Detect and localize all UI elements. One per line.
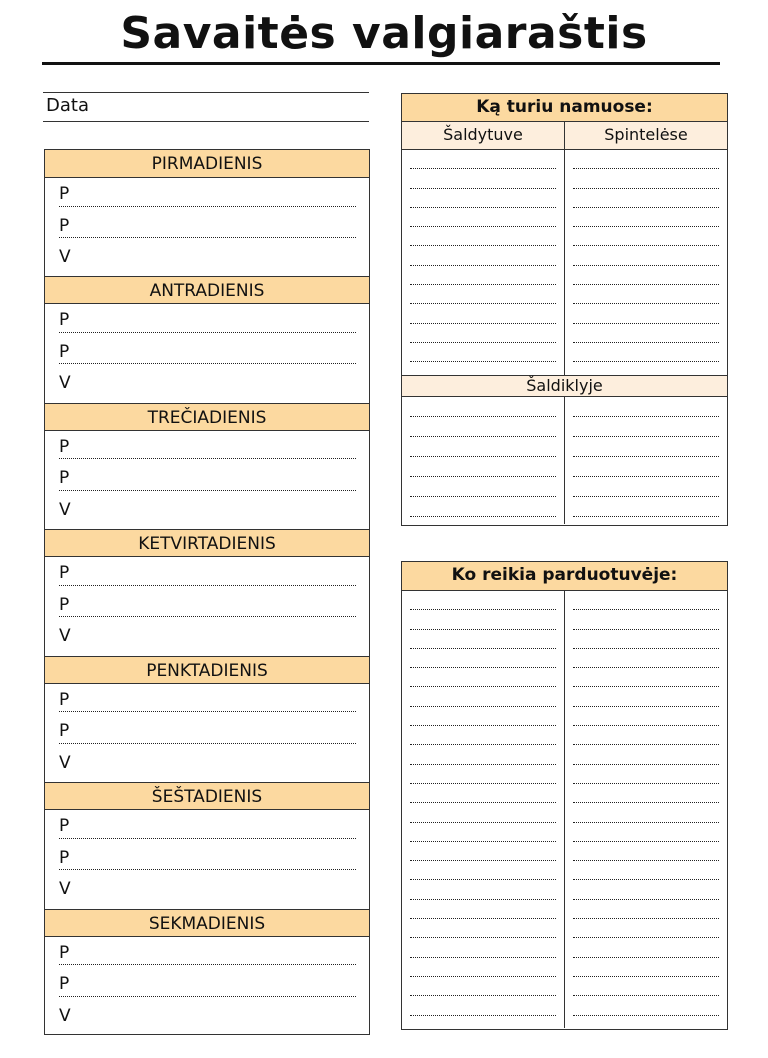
meal-entry-line[interactable] <box>59 206 356 207</box>
shopping-item-entry-line[interactable] <box>573 687 719 706</box>
meal-row <box>45 747 369 779</box>
home-item-entry-line[interactable] <box>573 150 719 169</box>
home-item-entry-line[interactable] <box>410 227 556 246</box>
meal-row <box>45 715 369 747</box>
day-section <box>45 150 369 276</box>
shopping-item-entry-line[interactable] <box>573 668 719 687</box>
shopping-item-entry-line[interactable] <box>573 842 719 861</box>
freezer-item-entry-line[interactable] <box>573 477 719 497</box>
meal-label: P <box>59 436 70 457</box>
shopping-item-entry-line[interactable] <box>410 668 556 687</box>
shopping-item-entry-line[interactable] <box>410 996 556 1015</box>
meal-label: P <box>59 594 70 615</box>
shopping-item-entry-line[interactable] <box>410 707 556 726</box>
meal-row <box>45 968 369 1000</box>
day-header: PIRMADIENIS <box>45 150 369 178</box>
home-item-column <box>564 150 727 375</box>
meal-entry-line[interactable] <box>59 458 356 459</box>
meal-entry-line[interactable] <box>59 964 356 965</box>
home-item-entry-line[interactable] <box>410 246 556 265</box>
meal-row <box>45 494 369 526</box>
meal-label: P <box>59 816 70 837</box>
meal-row <box>45 178 369 210</box>
home-inventory-table <box>401 93 728 526</box>
meal-entry-line[interactable] <box>59 237 356 238</box>
meal-label: P <box>59 184 70 204</box>
day-header: TREČIADIENIS <box>45 403 369 431</box>
freezer-item-entry-line[interactable] <box>410 457 556 477</box>
shopping-item-entry-line[interactable] <box>410 977 556 996</box>
shopping-item-entry-line[interactable] <box>410 823 556 842</box>
shopping-item-entry-line[interactable] <box>573 745 719 764</box>
shopping-item-entry-line[interactable] <box>573 880 719 899</box>
freezer-item-entry-line[interactable] <box>573 437 719 457</box>
freezer-item-entry-line[interactable] <box>410 397 556 417</box>
shopping-item-entry-line[interactable] <box>573 803 719 822</box>
meal-label: V <box>59 879 71 900</box>
fridge-header: Šaldytuve <box>443 125 523 144</box>
home-item-entry-line[interactable] <box>410 150 556 169</box>
meal-entry-line[interactable] <box>59 585 356 586</box>
meal-row <box>45 241 369 273</box>
shopping-item-entry-line[interactable] <box>410 861 556 880</box>
freezer-item-column <box>402 397 564 524</box>
freezer-item-column <box>564 397 727 524</box>
meal-label: V <box>59 626 71 647</box>
shopping-item-entry-line[interactable] <box>410 649 556 668</box>
meal-entry-line[interactable] <box>59 332 356 333</box>
shopping-item-entry-line[interactable] <box>573 707 719 726</box>
home-item-entry-line[interactable] <box>410 189 556 208</box>
meal-label: P <box>59 563 70 584</box>
day-header: KETVIRTADIENIS <box>45 529 369 557</box>
meal-label: V <box>59 499 71 520</box>
home-item-column <box>402 150 564 375</box>
freezer-header: Šaldiklyje <box>526 376 603 395</box>
shopping-item-entry-line[interactable] <box>410 784 556 803</box>
home-inventory-title: Ką turiu namuose: <box>402 94 727 122</box>
home-item-entry-line[interactable] <box>410 343 556 362</box>
shopping-item-entry-line[interactable] <box>410 591 556 610</box>
shopping-list-title: Ko reikia parduotuvėje: <box>402 562 727 591</box>
home-item-entry-line[interactable] <box>573 189 719 208</box>
home-item-entry-line[interactable] <box>410 304 556 323</box>
meal-row <box>45 1000 369 1032</box>
shopping-item-entry-line[interactable] <box>410 765 556 784</box>
page-title: Savaitės valgiaraštis <box>120 8 648 59</box>
meal-row <box>45 937 369 969</box>
shopping-item-entry-line[interactable] <box>573 765 719 784</box>
meal-row <box>45 810 369 842</box>
freezer-item-entry-line[interactable] <box>410 477 556 497</box>
shopping-item-entry-line[interactable] <box>410 610 556 629</box>
shopping-item-entry-line[interactable] <box>573 958 719 977</box>
shopping-item-entry-line[interactable] <box>573 630 719 649</box>
meal-entry-line[interactable] <box>59 490 356 491</box>
day-header: PENKTADIENIS <box>45 656 369 684</box>
meal-entry-line[interactable] <box>59 711 356 712</box>
day-header: ŠEŠTADIENIS <box>45 782 369 810</box>
date-field[interactable] <box>43 121 369 122</box>
shopping-item-column <box>564 591 727 1028</box>
meal-label: V <box>59 1005 71 1026</box>
meal-label: V <box>59 752 71 773</box>
meal-label: P <box>59 721 70 742</box>
shopping-item-entry-line[interactable] <box>573 726 719 745</box>
meal-label: P <box>59 341 70 362</box>
freezer-item-entry-line[interactable] <box>573 397 719 417</box>
day-section <box>45 276 369 402</box>
meal-label: P <box>59 468 70 489</box>
shopping-item-entry-line[interactable] <box>573 591 719 610</box>
home-item-entry-line[interactable] <box>410 208 556 227</box>
meal-row <box>45 367 369 399</box>
date-label: Data <box>46 95 89 116</box>
meal-label: P <box>59 974 70 995</box>
meal-row <box>45 589 369 621</box>
freezer-item-entry-line[interactable] <box>410 417 556 437</box>
home-item-entry-line[interactable] <box>410 285 556 304</box>
freezer-item-entry-line[interactable] <box>573 417 719 437</box>
shopping-item-entry-line[interactable] <box>573 919 719 938</box>
home-item-entry-line[interactable] <box>410 266 556 285</box>
home-item-entry-line[interactable] <box>410 169 556 188</box>
meal-entry-line[interactable] <box>59 363 356 364</box>
weekly-menu-table <box>44 149 370 1035</box>
shopping-item-entry-line[interactable] <box>573 900 719 919</box>
home-item-entry-line[interactable] <box>573 169 719 188</box>
title-divider <box>42 62 720 65</box>
meal-entry-line[interactable] <box>59 869 356 870</box>
shopping-item-entry-line[interactable] <box>573 977 719 996</box>
meal-row <box>45 336 369 368</box>
meal-label: V <box>59 247 71 267</box>
meal-row <box>45 210 369 242</box>
home-item-entry-line[interactable] <box>573 266 719 285</box>
freezer-item-entry-line[interactable] <box>410 497 556 517</box>
shopping-item-entry-line[interactable] <box>573 996 719 1015</box>
day-header: ANTRADIENIS <box>45 276 369 304</box>
shopping-item-entry-line[interactable] <box>573 784 719 803</box>
day-section <box>45 656 369 782</box>
shopping-item-entry-line[interactable] <box>573 938 719 957</box>
shopping-item-entry-line[interactable] <box>410 687 556 706</box>
shopping-item-entry-line[interactable] <box>410 630 556 649</box>
meal-entry-line[interactable] <box>59 616 356 617</box>
meal-row <box>45 684 369 716</box>
meal-label: P <box>59 215 70 236</box>
shopping-item-entry-line[interactable] <box>410 919 556 938</box>
freezer-item-entry-line[interactable] <box>410 437 556 457</box>
meal-label: P <box>59 689 70 710</box>
meal-label: P <box>59 310 70 331</box>
home-item-entry-line[interactable] <box>410 324 556 343</box>
day-section <box>45 909 369 1035</box>
meal-row <box>45 431 369 463</box>
meal-row <box>45 873 369 905</box>
shopping-item-entry-line[interactable] <box>573 861 719 880</box>
shopping-item-entry-line[interactable] <box>410 726 556 745</box>
shopping-item-entry-line[interactable] <box>573 649 719 668</box>
meal-entry-line[interactable] <box>59 743 356 744</box>
shopping-item-entry-line[interactable] <box>573 610 719 629</box>
day-section <box>45 782 369 908</box>
shopping-item-entry-line[interactable] <box>410 938 556 957</box>
shopping-item-column <box>402 591 564 1028</box>
meal-entry-line[interactable] <box>59 838 356 839</box>
meal-row <box>45 557 369 589</box>
day-header: SEKMADIENIS <box>45 909 369 937</box>
meal-label: P <box>59 847 70 868</box>
meal-label: V <box>59 373 71 394</box>
shopping-item-entry-line[interactable] <box>410 900 556 919</box>
meal-row <box>45 842 369 874</box>
date-line-top <box>43 92 369 93</box>
home-item-entry-line[interactable] <box>573 246 719 265</box>
home-item-entry-line[interactable] <box>573 285 719 304</box>
shopping-list-table <box>401 561 728 1030</box>
day-section <box>45 529 369 655</box>
meal-entry-line[interactable] <box>59 996 356 997</box>
cupboard-header: Spintelėse <box>564 122 727 149</box>
meal-label: P <box>59 942 70 963</box>
shopping-item-entry-line[interactable] <box>410 745 556 764</box>
home-item-entry-line[interactable] <box>573 324 719 343</box>
home-item-entry-line[interactable] <box>573 304 719 323</box>
home-item-entry-line[interactable] <box>573 343 719 362</box>
shopping-item-entry-line[interactable] <box>410 958 556 977</box>
freezer-item-entry-line[interactable] <box>573 457 719 477</box>
shopping-item-entry-line[interactable] <box>410 803 556 822</box>
day-section <box>45 403 369 529</box>
meal-row <box>45 620 369 652</box>
meal-row <box>45 304 369 336</box>
shopping-item-entry-line[interactable] <box>573 823 719 842</box>
home-item-entry-line[interactable] <box>573 227 719 246</box>
home-item-entry-line[interactable] <box>573 208 719 227</box>
shopping-item-entry-line[interactable] <box>410 880 556 899</box>
meal-row <box>45 462 369 494</box>
freezer-item-entry-line[interactable] <box>573 497 719 517</box>
shopping-item-entry-line[interactable] <box>410 842 556 861</box>
